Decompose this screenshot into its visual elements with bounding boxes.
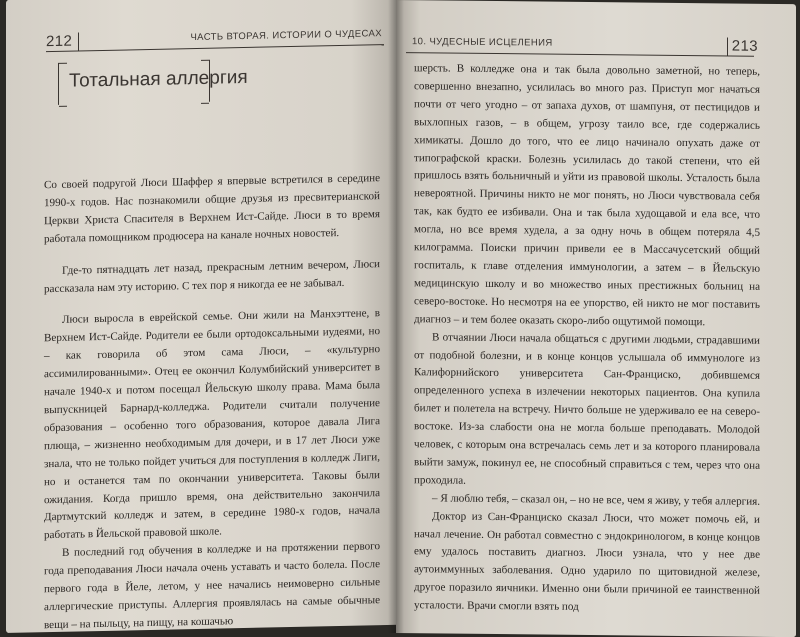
paragraph: шерсть. В колледже она и так была довольно заметной, но теперь, совершенно внезапно, усилилась во много раз. Приступ мог начаться почти от чего угодно – от запаха духов, от шампуня, от пестицидов и выхлопных газов, – в общем, угрозу таило все, где содержались химикаты. Дошло до того, что ее лицо начинало опухать даже от типографской краски. Болезнь усилилась до такой степени, что ей пришлось взять больничный и уйти из правовой школы. Усталость была невероятной. Причины никто не мог понять, но Люси чувствовала себя так, как будто ее избивали. Она и так была худощавой и ела все, что могла, но все время худела, а за одну ночь в общем потеряла 4,5 килограмма. Поиски причин привели ее в Массачусетский общий госпиталь, к главе отделения иммунологии, а затем – в Йельскую медицинскую школу и во множество иных престижных больниц на северо-востоке. Но несмотря на ее упорство, ей никто не мог поставить диагноз – и тем более оказать скоро-либо ощутимой помощи. xyxy=(414,62,760,328)
paragraph: Со своей подругой Люси Шаффер я впервые встретился в середине 1990-х годов. Нас познакомили общие друзья из пресвитерианской Церкви Христа Спасителя в Верхнем Ист-Сайде. Люси в то время работала помощником продюсера на канале ночных новостей. xyxy=(44,172,380,245)
paragraph: Где-то пятнадцать лет назад, прекрасным летним вечером, Люси рассказала нам эту историю. С тех пор я никогда ее не забывал. xyxy=(44,257,380,295)
paragraph: Люси выросла в еврейской семье. Они жили на Манхэттене, в Верхнем Ист-Сайде. Родители ее были ортодоксальными иудеями, но – как говорила об этом сама Люси, – «культурно ассимилированными». Отец ее окончил Колумбийский университет в начале 1940-х и потом посещал Йельскую школу права. Мама была выпускницей Барнард-колледжа. Родители считали получение образования – особенно того образования, которое давала Лига плюща, – жизненно необходимым для дочери, и в 17 лет Люси уже знала, что не только пойдет учиться для поступления в колледж Лиги, но и останется там по окончании университета. Таковы были ожидания. Когда пришло время, она действительно закончила Дартмутский колледж и затем, в середине 1980-х годов, начала работать в Йельской правовой школе. xyxy=(44,307,380,542)
header-divider-left xyxy=(78,32,79,50)
right-page xyxy=(396,0,796,637)
running-header-right xyxy=(406,30,758,57)
left-body-text xyxy=(44,170,380,633)
paragraph: Доктор из Сан-Франциско сказал Люси, что может помочь ей, и начал лечение. Он работал совместно с эндокринологом, в конце концов ему удалось поставить диагноз. Люси узнала, что у нее две аутоиммунных заболевания. Одно ударило по щитовидной железе, другое поразило яичники. Именно они были причиной ее таинственной усталости. Врачи смогли взять под xyxy=(414,510,760,614)
book-gutter xyxy=(388,0,404,633)
chapter-heading-bracket xyxy=(58,60,248,105)
running-head-right: 10. ЧУДЕСНЫЕ ИСЦЕЛЕНИЯ xyxy=(412,36,553,49)
paragraph: В последний год обучения в колледже и на протяжении первого года преподавания Люси начала очень уставать и часто болела. После первого года в Йеле, летом, у нее начались неимоверно сильные аллергические приступы. Аллергия проявлялась на самые обычные вещи – на пыльцу, на пищу, на кошачью xyxy=(44,540,380,632)
paragraph: В отчаянии Люси начала общаться с другими людьми, страдавшими от подобной болезни, и в конце концов услышала об иммунологе из Калифорнийского университета Сан-Франциско, добившемся определенного успеха в излечении некоторых пациентов. Она купила билет и полетела на встречу. Ничто больше не удерживало ее на северо-востоке. Из-за слабости она не могла больше преподавать. Молодой человек, с которым она встречалась семь лет и за которого планировала выйти замуж, покинул ее, не способный справиться с тем, через что она проходила. xyxy=(414,330,760,487)
chapter-heading: Тотальная аллергия xyxy=(69,66,248,92)
page-number-left: 212 xyxy=(46,32,73,51)
header-divider-right xyxy=(727,37,728,55)
paragraph: – Я люблю тебя, – сказал он, – но не все, чем я живу, у тебя аллергия. xyxy=(432,492,761,508)
left-page xyxy=(6,0,398,633)
running-header-left xyxy=(46,22,384,52)
right-body-text xyxy=(414,60,760,619)
page-number-right: 213 xyxy=(731,37,758,55)
running-head-left: ЧАСТЬ ВТОРАЯ. ИСТОРИИ О ЧУДЕСАХ xyxy=(190,28,382,44)
